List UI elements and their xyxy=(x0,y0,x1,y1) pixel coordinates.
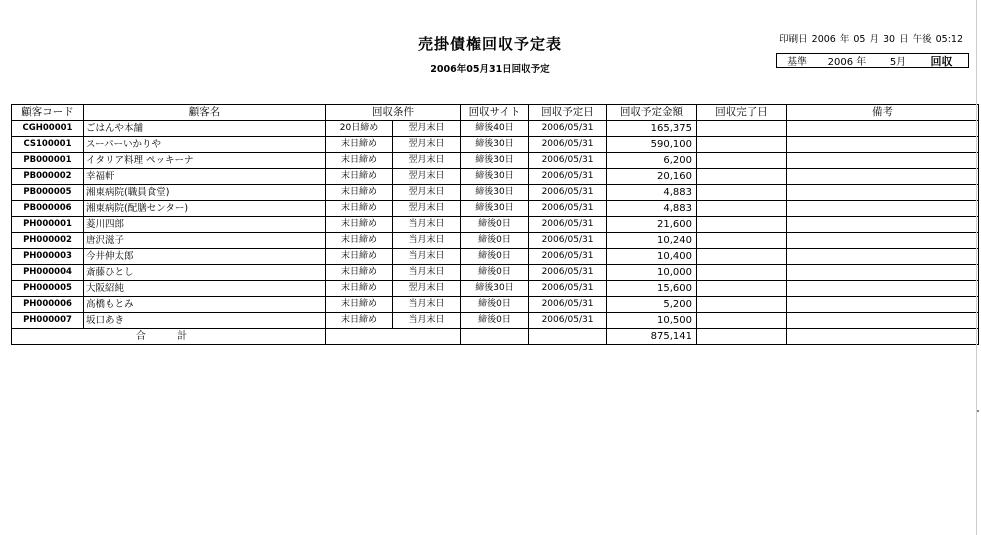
table-row xyxy=(12,121,979,137)
note-cell xyxy=(787,265,979,281)
customer-name-cell: 斎藤ひとし xyxy=(84,265,326,281)
receivables-table xyxy=(11,104,979,345)
note-cell xyxy=(787,249,979,265)
table-row xyxy=(12,281,979,297)
completed-date-cell xyxy=(697,217,787,233)
print-date-year-unit: 年 xyxy=(839,34,850,45)
customer-code-cell: PB000001 xyxy=(12,153,84,169)
table-row xyxy=(12,249,979,265)
scheduled-date-cell: 2006/05/31 xyxy=(529,265,607,281)
scheduled-date-cell: 2006/05/31 xyxy=(529,217,607,233)
col-header-name: 顧客名 xyxy=(84,105,326,121)
table-row xyxy=(12,297,979,313)
scheduled-amount-cell: 10,000 xyxy=(607,265,697,281)
customer-code-cell: PH000004 xyxy=(12,265,84,281)
collection-site-cell: 締後40日 xyxy=(461,121,529,137)
note-cell xyxy=(787,297,979,313)
scheduled-date-cell: 2006/05/31 xyxy=(529,201,607,217)
scheduled-amount-cell: 20,160 xyxy=(607,169,697,185)
customer-code-cell: PB000006 xyxy=(12,201,84,217)
customer-name-cell: スーパーいかりや xyxy=(84,137,326,153)
customer-name-cell: 唐沢滋子 xyxy=(84,233,326,249)
note-cell xyxy=(787,137,979,153)
collection-site-cell: 締後30日 xyxy=(461,153,529,169)
payment-month-cell: 当月末日 xyxy=(393,313,461,329)
col-header-note: 備考 xyxy=(787,105,979,121)
basis-type: 回収 xyxy=(930,54,953,68)
total-empty-done xyxy=(697,329,787,345)
note-cell xyxy=(787,153,979,169)
scheduled-amount-cell: 15,600 xyxy=(607,281,697,297)
table-header-row xyxy=(12,105,979,121)
collection-site-cell: 締後0日 xyxy=(461,249,529,265)
payment-month-cell: 翌月末日 xyxy=(393,153,461,169)
customer-name-cell: 菱川四郎 xyxy=(84,217,326,233)
closing-day-cell: 20日締め xyxy=(326,121,393,137)
completed-date-cell xyxy=(697,297,787,313)
collection-site-cell: 締後0日 xyxy=(461,297,529,313)
note-cell xyxy=(787,233,979,249)
note-cell xyxy=(787,121,979,137)
scheduled-amount-cell: 590,100 xyxy=(607,137,697,153)
completed-date-cell xyxy=(697,153,787,169)
payment-month-cell: 当月末日 xyxy=(393,217,461,233)
scheduled-date-cell: 2006/05/31 xyxy=(529,185,607,201)
closing-day-cell: 末日締め xyxy=(326,249,393,265)
scheduled-date-cell: 2006/05/31 xyxy=(529,249,607,265)
print-date-ampm: 午後 xyxy=(912,34,932,45)
print-date-month-unit: 月 xyxy=(869,34,879,45)
scheduled-amount-cell: 5,200 xyxy=(607,297,697,313)
basis-label: 基準 xyxy=(787,57,807,68)
customer-name-cell: ごはんや本舗 xyxy=(84,121,326,137)
total-empty-site xyxy=(461,329,529,345)
scheduled-amount-cell: 4,883 xyxy=(607,185,697,201)
closing-day-cell: 末日締め xyxy=(326,297,393,313)
basis-box xyxy=(776,53,969,68)
payment-month-cell: 当月末日 xyxy=(393,249,461,265)
scheduled-date-cell: 2006/05/31 xyxy=(529,313,607,329)
print-date xyxy=(779,31,967,45)
collection-site-cell: 締後0日 xyxy=(461,217,529,233)
completed-date-cell xyxy=(697,185,787,201)
scheduled-date-cell: 2006/05/31 xyxy=(529,169,607,185)
print-date-month: 05 xyxy=(853,34,866,45)
completed-date-cell xyxy=(697,201,787,217)
total-row xyxy=(12,329,979,345)
collection-site-cell: 締後0日 xyxy=(461,233,529,249)
scheduled-date-cell: 2006/05/31 xyxy=(529,137,607,153)
closing-day-cell: 末日締め xyxy=(326,281,393,297)
collection-site-cell: 締後0日 xyxy=(461,265,529,281)
table-row xyxy=(12,153,979,169)
collection-site-cell: 締後30日 xyxy=(461,281,529,297)
col-header-done: 回収完了日 xyxy=(697,105,787,121)
completed-date-cell xyxy=(697,137,787,153)
scheduled-amount-cell: 21,600 xyxy=(607,217,697,233)
closing-day-cell: 末日締め xyxy=(326,169,393,185)
table-row xyxy=(12,265,979,281)
scheduled-date-cell: 2006/05/31 xyxy=(529,281,607,297)
scheduled-date-cell: 2006/05/31 xyxy=(529,121,607,137)
payment-month-cell: 翌月末日 xyxy=(393,137,461,153)
customer-code-cell: PH000005 xyxy=(12,281,84,297)
table-row xyxy=(12,137,979,153)
closing-day-cell: 末日締め xyxy=(326,153,393,169)
total-empty-note xyxy=(787,329,979,345)
scheduled-date-cell: 2006/05/31 xyxy=(529,153,607,169)
completed-date-cell xyxy=(697,281,787,297)
report-subtitle: 2006年05月31日回収予定 xyxy=(430,64,550,75)
collection-site-cell: 締後30日 xyxy=(461,201,529,217)
scheduled-amount-cell: 10,240 xyxy=(607,233,697,249)
collection-site-cell: 締後30日 xyxy=(461,185,529,201)
customer-name-cell: 幸福軒 xyxy=(84,169,326,185)
customer-code-cell: PB000002 xyxy=(12,169,84,185)
print-date-time: 05:12 xyxy=(935,34,963,45)
customer-code-cell: PH000006 xyxy=(12,297,84,313)
payment-month-cell: 当月末日 xyxy=(393,265,461,281)
note-cell xyxy=(787,313,979,329)
note-cell xyxy=(787,217,979,233)
closing-day-cell: 末日締め xyxy=(326,233,393,249)
customer-name-cell: 坂口あき xyxy=(84,313,326,329)
scheduled-amount-cell: 6,200 xyxy=(607,153,697,169)
col-header-site: 回収サイト xyxy=(461,105,529,121)
page-edge-mark xyxy=(977,410,979,412)
completed-date-cell xyxy=(697,313,787,329)
completed-date-cell xyxy=(697,121,787,137)
completed-date-cell xyxy=(697,265,787,281)
scheduled-date-cell: 2006/05/31 xyxy=(529,233,607,249)
payment-month-cell: 翌月末日 xyxy=(393,185,461,201)
customer-name-cell: 今井伸太郎 xyxy=(84,249,326,265)
scheduled-amount-cell: 10,500 xyxy=(607,313,697,329)
closing-day-cell: 末日締め xyxy=(326,265,393,281)
customer-name-cell: 高橋もとみ xyxy=(84,297,326,313)
customer-name-cell: 湘東病院(配膳センター) xyxy=(84,201,326,217)
note-cell xyxy=(787,281,979,297)
payment-month-cell: 当月末日 xyxy=(393,297,461,313)
customer-code-cell: PB000005 xyxy=(12,185,84,201)
customer-code-cell: PH000003 xyxy=(12,249,84,265)
scheduled-date-cell: 2006/05/31 xyxy=(529,297,607,313)
customer-name-cell: イタリア料理 ペッキーナ xyxy=(84,153,326,169)
payment-month-cell: 翌月末日 xyxy=(393,121,461,137)
scheduled-amount-cell: 165,375 xyxy=(607,121,697,137)
total-empty-date xyxy=(529,329,607,345)
collection-site-cell: 締後30日 xyxy=(461,137,529,153)
table-row xyxy=(12,313,979,329)
report-title: 売掛債権回収予定表 xyxy=(417,35,562,53)
print-date-day-unit: 日 xyxy=(899,34,909,45)
total-label: 合 計 xyxy=(12,329,326,345)
total-empty-condition xyxy=(326,329,461,345)
page-edge-line xyxy=(976,0,977,535)
closing-day-cell: 末日締め xyxy=(326,137,393,153)
scheduled-amount-cell: 4,883 xyxy=(607,201,697,217)
note-cell xyxy=(787,169,979,185)
table-row xyxy=(12,185,979,201)
closing-day-cell: 末日締め xyxy=(326,217,393,233)
payment-month-cell: 翌月末日 xyxy=(393,169,461,185)
closing-day-cell: 末日締め xyxy=(326,313,393,329)
print-date-day: 30 xyxy=(882,34,896,45)
table-row xyxy=(12,201,979,217)
col-header-code: 顧客コード xyxy=(12,105,84,121)
table-row xyxy=(12,169,979,185)
basis-month: 5月 xyxy=(889,57,907,68)
completed-date-cell xyxy=(697,233,787,249)
table-row xyxy=(12,217,979,233)
customer-code-cell: CS100001 xyxy=(12,137,84,153)
basis-year: 2006 年 xyxy=(827,57,867,68)
col-header-amount: 回収予定金額 xyxy=(607,105,697,121)
print-date-label: 印刷日 xyxy=(779,34,808,45)
note-cell xyxy=(787,185,979,201)
collection-site-cell: 締後30日 xyxy=(461,169,529,185)
scheduled-amount-cell: 10,400 xyxy=(607,249,697,265)
collection-site-cell: 締後0日 xyxy=(461,313,529,329)
col-header-condition: 回収条件 xyxy=(326,105,461,121)
total-amount: 875,141 xyxy=(607,329,697,345)
customer-name-cell: 大阪紹純 xyxy=(84,281,326,297)
customer-code-cell: PH000007 xyxy=(12,313,84,329)
closing-day-cell: 末日締め xyxy=(326,185,393,201)
customer-code-cell: PH000001 xyxy=(12,217,84,233)
note-cell xyxy=(787,201,979,217)
customer-code-cell: CGH00001 xyxy=(12,121,84,137)
payment-month-cell: 翌月末日 xyxy=(393,281,461,297)
table-row xyxy=(12,233,979,249)
completed-date-cell xyxy=(697,249,787,265)
col-header-date: 回収予定日 xyxy=(529,105,607,121)
customer-code-cell: PH000002 xyxy=(12,233,84,249)
completed-date-cell xyxy=(697,169,787,185)
payment-month-cell: 当月末日 xyxy=(393,233,461,249)
customer-name-cell: 湘東病院(職員食堂) xyxy=(84,185,326,201)
print-date-year: 2006 xyxy=(811,34,836,45)
payment-month-cell: 翌月末日 xyxy=(393,201,461,217)
closing-day-cell: 末日締め xyxy=(326,201,393,217)
